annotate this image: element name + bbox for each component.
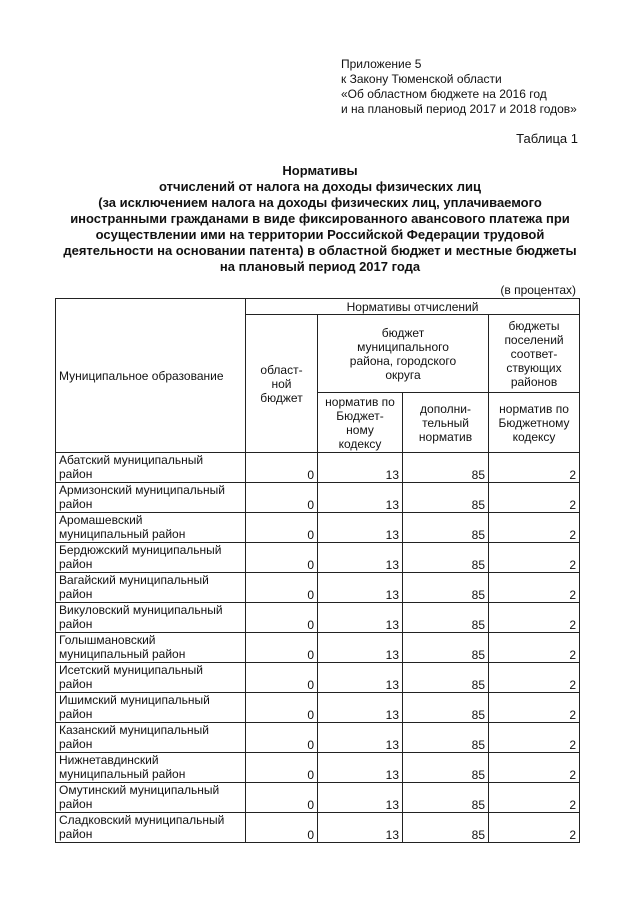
table-row [56, 543, 580, 573]
municipality-name-cell: Нижнетавдинский муниципальный район [56, 753, 246, 783]
municipality-name-cell: Бердюжский муниципальный район [56, 543, 246, 573]
additional-norm-cell: 85 [403, 453, 489, 483]
settlement-norm-cell: 2 [489, 663, 580, 693]
appendix-line: к Закону Тюменской области [341, 72, 502, 86]
municipality-name-cell: Омутинский муниципальный район [56, 783, 246, 813]
table-row [56, 723, 580, 753]
additional-norm-cell: 85 [403, 513, 489, 543]
regional-budget-cell: 0 [246, 723, 318, 753]
municipality-name-cell: Голышмановский муниципальный район [56, 633, 246, 663]
header-settlement: бюджеты поселений соответ- ствующих районов [489, 315, 580, 393]
regional-budget-cell: 0 [246, 573, 318, 603]
table-row [56, 453, 580, 483]
regional-budget-cell: 0 [246, 603, 318, 633]
additional-norm-cell: 85 [403, 663, 489, 693]
appendix-line: Приложение 5 [341, 57, 422, 71]
municipality-name-cell: Аромашевский муниципальный район [56, 513, 246, 543]
budget-code-norm-cell: 13 [318, 633, 403, 663]
regional-budget-cell: 0 [246, 543, 318, 573]
title-line: осуществлении ими на территории Российской Федерации трудовой [95, 227, 545, 242]
municipality-name-cell: Сладковский муниципальный район [56, 813, 246, 843]
additional-norm-cell: 85 [403, 543, 489, 573]
table-row [56, 753, 580, 783]
budget-code-norm-cell: 13 [318, 603, 403, 633]
title-line: на плановый период 2017 года [219, 259, 421, 274]
additional-norm-cell: 85 [403, 693, 489, 723]
budget-code-norm-cell: 13 [318, 543, 403, 573]
table-row [56, 573, 580, 603]
title-line: Нормативы [282, 163, 358, 178]
settlement-norm-cell: 2 [489, 483, 580, 513]
settlement-norm-cell: 2 [489, 573, 580, 603]
additional-norm-cell: 85 [403, 753, 489, 783]
regional-budget-cell: 0 [246, 753, 318, 783]
table-row [56, 483, 580, 513]
municipality-name-cell: Абатский муниципальный район [56, 453, 246, 483]
budget-code-norm-cell: 13 [318, 753, 403, 783]
municipality-name-cell: Ишимский муниципальный район [56, 693, 246, 723]
budget-code-norm-cell: 13 [318, 783, 403, 813]
additional-norm-cell: 85 [403, 633, 489, 663]
appendix-note [341, 57, 577, 117]
additional-norm-cell: 85 [403, 573, 489, 603]
header-group: Нормативы отчислений [246, 299, 580, 315]
settlement-norm-cell: 2 [489, 633, 580, 663]
table-row [56, 663, 580, 693]
regional-budget-cell: 0 [246, 483, 318, 513]
title-line: отчислений от налога на доходы физических лиц [159, 179, 481, 194]
settlement-norm-cell: 2 [489, 723, 580, 753]
municipality-name-cell: Казанский муниципальный район [56, 723, 246, 753]
settlement-norm-cell: 2 [489, 453, 580, 483]
header-budget-code-norm: норматив по Бюджет- ному кодексу [318, 393, 403, 453]
budget-code-norm-cell: 13 [318, 663, 403, 693]
additional-norm-cell: 85 [403, 603, 489, 633]
additional-norm-cell: 85 [403, 483, 489, 513]
additional-norm-cell: 85 [403, 813, 489, 843]
table-row [56, 813, 580, 843]
budget-code-norm-cell: 13 [318, 573, 403, 603]
budget-code-norm-cell: 13 [318, 723, 403, 753]
municipality-name-cell: Исетский муниципальный район [56, 663, 246, 693]
settlement-norm-cell: 2 [489, 543, 580, 573]
additional-norm-cell: 85 [403, 783, 489, 813]
regional-budget-cell: 0 [246, 783, 318, 813]
municipality-name-cell: Вагайский муниципальный район [56, 573, 246, 603]
header-municipality: Муниципальное образование [56, 299, 246, 453]
settlement-norm-cell: 2 [489, 813, 580, 843]
budget-code-norm-cell: 13 [318, 813, 403, 843]
municipality-name-cell: Викуловский муниципальный район [56, 603, 246, 633]
table-row [56, 633, 580, 663]
header-settlement-code-norm: норматив по Бюджетному кодексу [489, 393, 580, 453]
table-row [56, 693, 580, 723]
regional-budget-cell: 0 [246, 633, 318, 663]
budget-code-norm-cell: 13 [318, 453, 403, 483]
regional-budget-cell: 0 [246, 813, 318, 843]
settlement-norm-cell: 2 [489, 603, 580, 633]
header-district: бюджет муниципального района, городского округа [318, 315, 489, 393]
settlement-norm-cell: 2 [489, 513, 580, 543]
appendix-line: «Об областном бюджете на 2016 год [341, 87, 547, 101]
document-title [40, 163, 600, 275]
table-row [56, 513, 580, 543]
settlement-norm-cell: 2 [489, 693, 580, 723]
budget-code-norm-cell: 13 [318, 513, 403, 543]
municipality-name-cell: Армизонский муниципальный район [56, 483, 246, 513]
header-regional: област- ной бюджет [246, 315, 318, 453]
table-row [56, 783, 580, 813]
regional-budget-cell: 0 [246, 453, 318, 483]
title-line: деятельности на основании патента) в областной бюджет и местные бюджеты [63, 243, 577, 258]
regional-budget-cell: 0 [246, 513, 318, 543]
additional-norm-cell: 85 [403, 723, 489, 753]
header-additional-norm: дополни- тельный норматив [403, 393, 489, 453]
settlement-norm-cell: 2 [489, 753, 580, 783]
units-note: (в процентах) [500, 283, 576, 297]
settlement-norm-cell: 2 [489, 783, 580, 813]
title-line: (за исключением налога на доходы физических лиц, уплачиваемого [98, 195, 542, 210]
regional-budget-cell: 0 [246, 693, 318, 723]
regional-budget-cell: 0 [246, 663, 318, 693]
budget-code-norm-cell: 13 [318, 483, 403, 513]
table-row [56, 603, 580, 633]
norms-table [55, 298, 580, 843]
title-line: иностранными гражданами в виде фиксированного авансового платежа при [70, 211, 570, 226]
appendix-line: и на плановый период 2017 и 2018 годов» [341, 102, 577, 116]
table-label: Таблица 1 [516, 131, 578, 146]
budget-code-norm-cell: 13 [318, 693, 403, 723]
